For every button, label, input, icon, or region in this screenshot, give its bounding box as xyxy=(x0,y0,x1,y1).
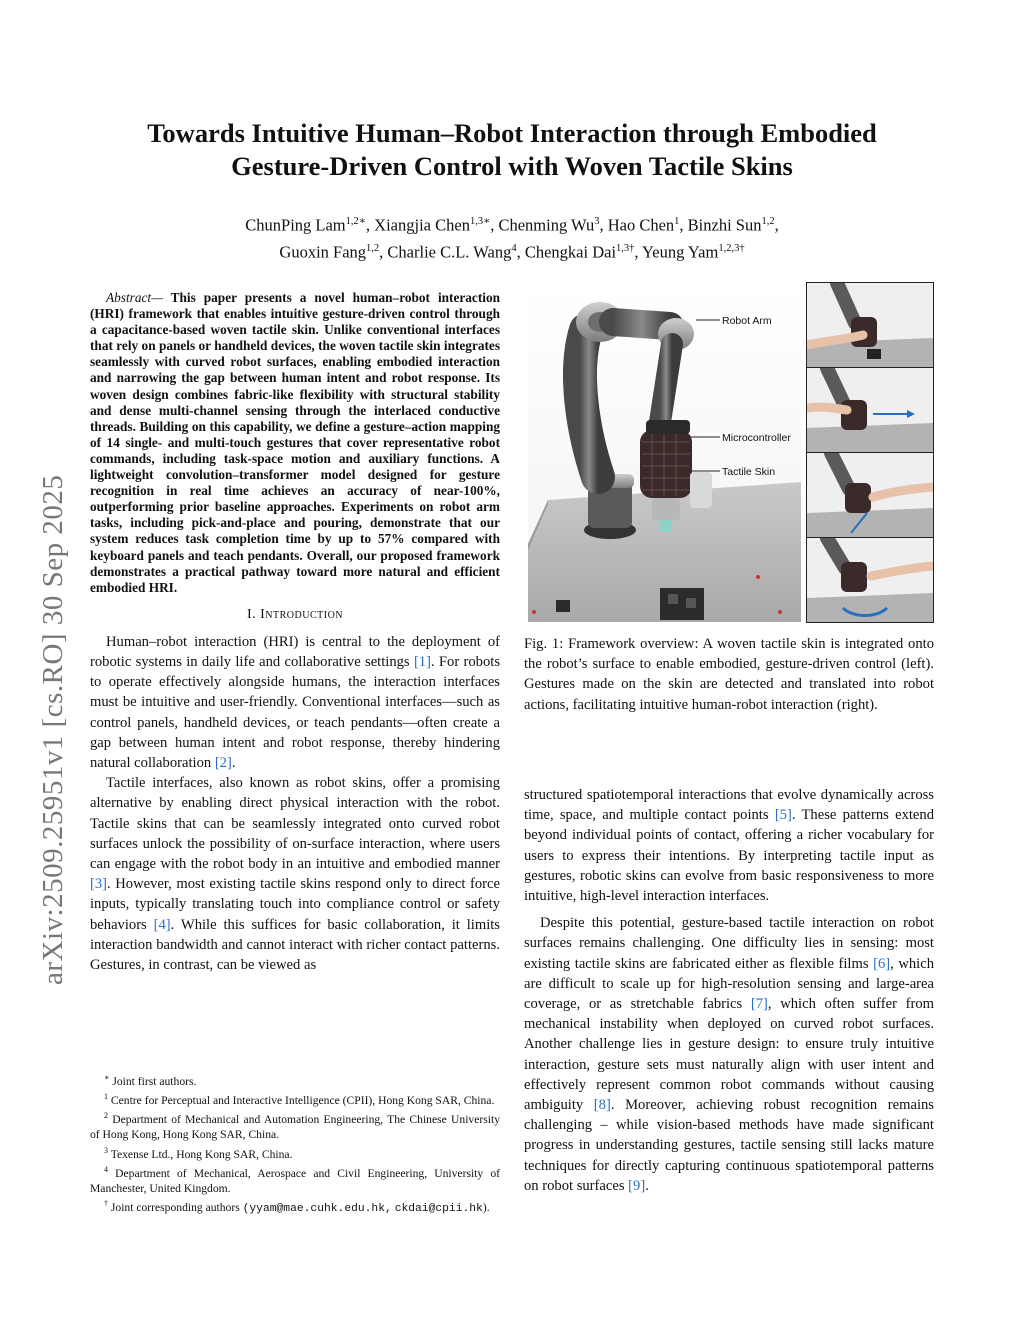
footnote xyxy=(90,1196,500,1217)
label-microcontroller: Microcontroller xyxy=(722,432,791,444)
footnote-mark: 3 xyxy=(104,1145,108,1155)
footnote-mark: 1 xyxy=(104,1092,108,1102)
author-name: Chengkai Dai xyxy=(524,242,617,261)
abstract: Abstract— This paper presents a novel human–robot interaction (HRI) framework that enables intuitive gesture-driven control through a capacitance-based woven tactile skin. Unlike conventional interfaces that rely on panels or handheld devices, the woven tactile skin integrates seamlessly with curved robot surfaces, enabling embodied interaction and narrowing the gap between human intent and robot response. Its woven design combines fabric-like flexibility with structural stability and dense multi-channel sensing through the interlaced conductive threads. Building on this capability, we define a gesture–action mapping of 14 single- and multi-touch gestures that cover representative robot commands, including task-space motion and auxiliary functions. A lightweight convolution–transformer model designed for gesture recognition in real time achieves an accuracy of near-100%, outperforming prior baseline approaches. Experiments on robot arm tasks, including pick-and-place and pouring, demonstrate that our system reduces task completion time by up to 57% compared with keyboard panels and teach pendants. Overall, our proposed framework demonstrates a practical pathway toward more natural and efficient embodied HRI. xyxy=(90,290,500,595)
intro-paragraph-2 xyxy=(90,773,500,975)
section-title: Introduction xyxy=(260,606,344,622)
author-name: Chenming Wu xyxy=(498,215,595,235)
right-paragraph-2 xyxy=(524,913,934,1196)
gesture-photo-3 xyxy=(807,453,933,537)
author-affiliation: 1,2 xyxy=(366,242,380,254)
text-run: , which often suffer from mechanical instability when deployed on curved robot surfaces. Another challenge lies in gesture design: to ensure truly intuitive interaction, gesture sets must naturally align with user intent and effectively represent common robot commands without causing ambiguity xyxy=(524,996,935,1114)
text-run: . Moreover, achieving robust recognition remains challenging – while vision-based methods have made significant progress in understanding gestures, tactile sensing still lacks mature techniques for directly capturing continuous spatiotemporal patterns on robot surfaces xyxy=(524,1097,934,1194)
microcontroller xyxy=(646,420,690,434)
gesture-panels xyxy=(806,282,934,622)
author-name: Charlie C.L. Wang xyxy=(387,242,512,261)
footnote-text: Texense Ltd., Hong Kong SAR, China. xyxy=(110,1147,293,1161)
gesture-panel-2 xyxy=(806,367,934,453)
author-line-2: Guoxin Fang$^{1,2}$, Charlie C.L. Wang$^4$, Chengkai Dai$^{1,3\dagger}$, Yeung Yam$^{1,2,3\dagger}$ xyxy=(279,242,745,261)
text-run: . These patterns extend beyond individual points of contact, offering a richer vocabulary for users to express their intentions. By interpreting tactile input as gestures, robotic skins can evolve from basic responsiveness to more intuitive, high-level interaction interfaces. xyxy=(524,807,934,905)
gesture-panel-4 xyxy=(806,537,934,623)
author-list xyxy=(110,210,914,263)
footnote xyxy=(90,1108,500,1142)
author-name: Guoxin Fang xyxy=(279,242,367,261)
abstract-label: Abstract xyxy=(106,290,152,305)
text-run: Tactile interfaces, also known as robot skins, offer a promising alternative by enabling direct physical interaction with the robot. Tactile skins that can be seamlessly integrated onto curved robot surfaces unlock the possibility of on-surface interaction, where users can engage with the robot body in an intuitive and embodied manner xyxy=(90,775,500,873)
author-affiliation: 1,3∗ xyxy=(469,216,491,227)
footnote-text: Department of Mechanical, Aerospace and Civil Engineering, University of Manchester, United Kingdom. xyxy=(90,1166,500,1196)
tray-object xyxy=(660,588,704,620)
footnote-text: ). xyxy=(482,1201,490,1215)
footnote-mark: 2 xyxy=(104,1111,108,1121)
gesture-photo-2 xyxy=(807,368,933,452)
gesture-panel-1 xyxy=(806,282,934,368)
text-run: Human–robot interaction (HRI) is central to the deployment of robotic systems in daily life and collaborative settings xyxy=(90,633,500,670)
author-line-1: ChunPing Lam$^{1,2∗}$, Xiangjia Chen$^{1,3∗}$, Chenming Wu$^3$, Hao Chen$^1$, Binzhi Sun$^{1,2}$, xyxy=(245,215,779,235)
citation-link[interactable]: [9] xyxy=(628,1177,646,1194)
author-name: Hao Chen xyxy=(607,215,675,235)
text-run: . While this suffices for basic collaboration, it limits interaction bandwidth and cannot interact with richer contact patterns. Gestures, in contrast, can be viewed as xyxy=(90,916,500,974)
citation-link[interactable]: [8] xyxy=(593,1097,611,1114)
footnotes xyxy=(90,1070,500,1218)
author-affiliation: 4 xyxy=(511,242,517,254)
citation-link[interactable]: [7] xyxy=(750,996,768,1013)
section-heading-introduction xyxy=(90,607,500,623)
author-affiliation: 1,2,3† xyxy=(718,242,745,254)
tactile-skin xyxy=(640,430,692,498)
text-run: . xyxy=(645,1177,649,1194)
footnote-text: Joint first authors. xyxy=(112,1074,197,1088)
text-run: . xyxy=(231,755,236,771)
author-affiliation: 1,2∗ xyxy=(345,216,366,227)
right-paragraph-1 xyxy=(524,785,934,906)
author-name: ChunPing Lam xyxy=(245,215,346,235)
section-number: I. xyxy=(246,606,257,622)
text-run: Despite this potential, gesture-based tactile interaction on robot surfaces remains challenging. One difficulty lies in sensing: most existing tactile skins are fabricated either as flexible films xyxy=(524,915,934,972)
robot-arm-photo xyxy=(528,282,801,622)
label-tactile-skin: Tactile Skin xyxy=(722,466,776,478)
footnote-mark: † xyxy=(104,1199,108,1209)
footnote-text: Joint corresponding authors xyxy=(110,1201,240,1215)
footnote xyxy=(90,1143,500,1162)
footnote xyxy=(90,1070,500,1089)
arxiv-identifier[interactable]: arXiv:2509.25951v1 [cs.RO] 30 Sep 2025 xyxy=(37,474,69,985)
footnote xyxy=(90,1162,500,1196)
citation-link[interactable]: [3] xyxy=(90,876,108,893)
email-link[interactable]: (yyam@mae.cuhk.edu.hk, xyxy=(242,1203,392,1216)
figure-1 xyxy=(528,282,934,622)
title-line-2: Gesture-Driven Control with Woven Tactile Skins xyxy=(231,151,793,181)
figure-caption: Fig. 1: Framework overview: A woven tactile skin is integrated onto the robot’s surface to enable embodied, gesture-driven control (left). Gestures made on the skin are detected and translated into robot actions, facilitating intuitive human-robot interaction (right). xyxy=(524,636,934,713)
gesture-photo-4 xyxy=(807,538,933,622)
abstract-text: This paper presents a novel human–robot interaction (HRI) framework that enables intuitive gesture-driven control through a capacitance-based woven tactile skin. Unlike conventional interfaces that rely on panels or handheld devices, the woven tactile skin integrates seamlessly with curved robot surfaces, enabling embodied interaction and narrowing the gap between human intent and robot response. Its woven design combines fabric-like flexibility with structural stability and dense multi-channel sensing through the interlaced conductive threads. Building on this capability, we define a gesture–action mapping of 14 single- and multi-touch gestures that cover representative robot commands, including task-space motion and auxiliary functions. A lightweight convolution–transformer model designed for gesture recognition in real time achieves an accuracy of near-100%, outperforming prior baseline approaches. Experiments on robot arm tasks, including pick-and-place and pouring, demonstrate that our system reduces task completion time by up to 57% compared with keyboard panels and teach pendants. Overall, our proposed framework demonstrates a practical pathway toward more natural and efficient embodied HRI. xyxy=(90,290,500,595)
left-column xyxy=(90,290,500,975)
author-affiliation: 1 xyxy=(674,216,680,227)
gesture-photo-1 xyxy=(807,283,933,367)
author-affiliation: 3 xyxy=(594,216,600,227)
gesture-panel-3 xyxy=(806,452,934,538)
text-run: , which are difficult to scale up for high-resolution sensing and large-area coverage, or as stretchable fabrics xyxy=(524,955,934,1013)
citation-link[interactable]: [6] xyxy=(873,955,891,972)
author-name: Xiangjia Chen xyxy=(374,215,470,235)
footnote-text: Centre for Perceptual and Interactive Intelligence (CPII), Hong Kong SAR, China. xyxy=(110,1094,495,1108)
author-affiliation: 1,2 xyxy=(761,216,775,227)
footnote-text: Department of Mechanical and Automation Engineering, The Chinese University of Hong Kong, Hong Kong SAR, China. xyxy=(90,1113,500,1142)
right-column xyxy=(524,785,934,1196)
label-robot-arm: Robot Arm xyxy=(722,315,772,327)
footnote-mark: ∗ xyxy=(104,1073,110,1082)
intro-paragraph-1 xyxy=(90,632,500,773)
author-name: Binzhi Sun xyxy=(687,215,762,235)
robot-lower-link xyxy=(580,330,598,477)
citation-link[interactable]: [2] xyxy=(214,755,232,771)
email-link[interactable]: ckdai@cpii.hk xyxy=(394,1203,483,1216)
citation-link[interactable]: [4] xyxy=(153,916,171,933)
author-name: Yeung Yam xyxy=(642,242,719,261)
text-run: structured spatiotemporal interactions that evolve dynamically across time, space, and multiple contact points xyxy=(524,787,934,824)
footnote xyxy=(90,1089,500,1108)
paper-title xyxy=(110,117,914,183)
author-affiliation: 1,3† xyxy=(616,242,635,254)
text-run: . However, most existing tactile skins respond only to direct force inputs, typically translating touch into compliance control or safety behaviors xyxy=(90,876,500,933)
citation-link[interactable]: [5] xyxy=(774,807,792,824)
footnote-mark: 4 xyxy=(104,1164,108,1174)
text-run: . For robots to operate effectively alongside humans, the interaction interfaces must be intuitive and user-friendly. Conventional interfaces—such as control panels, handheld devices, or teach pendants—often create a gap between human intent and robot response, thereby hindering natural collaboration xyxy=(90,653,501,771)
citation-link[interactable]: [1] xyxy=(413,653,431,670)
title-line-1: Towards Intuitive Human–Robot Interaction through Embodied xyxy=(147,118,877,148)
